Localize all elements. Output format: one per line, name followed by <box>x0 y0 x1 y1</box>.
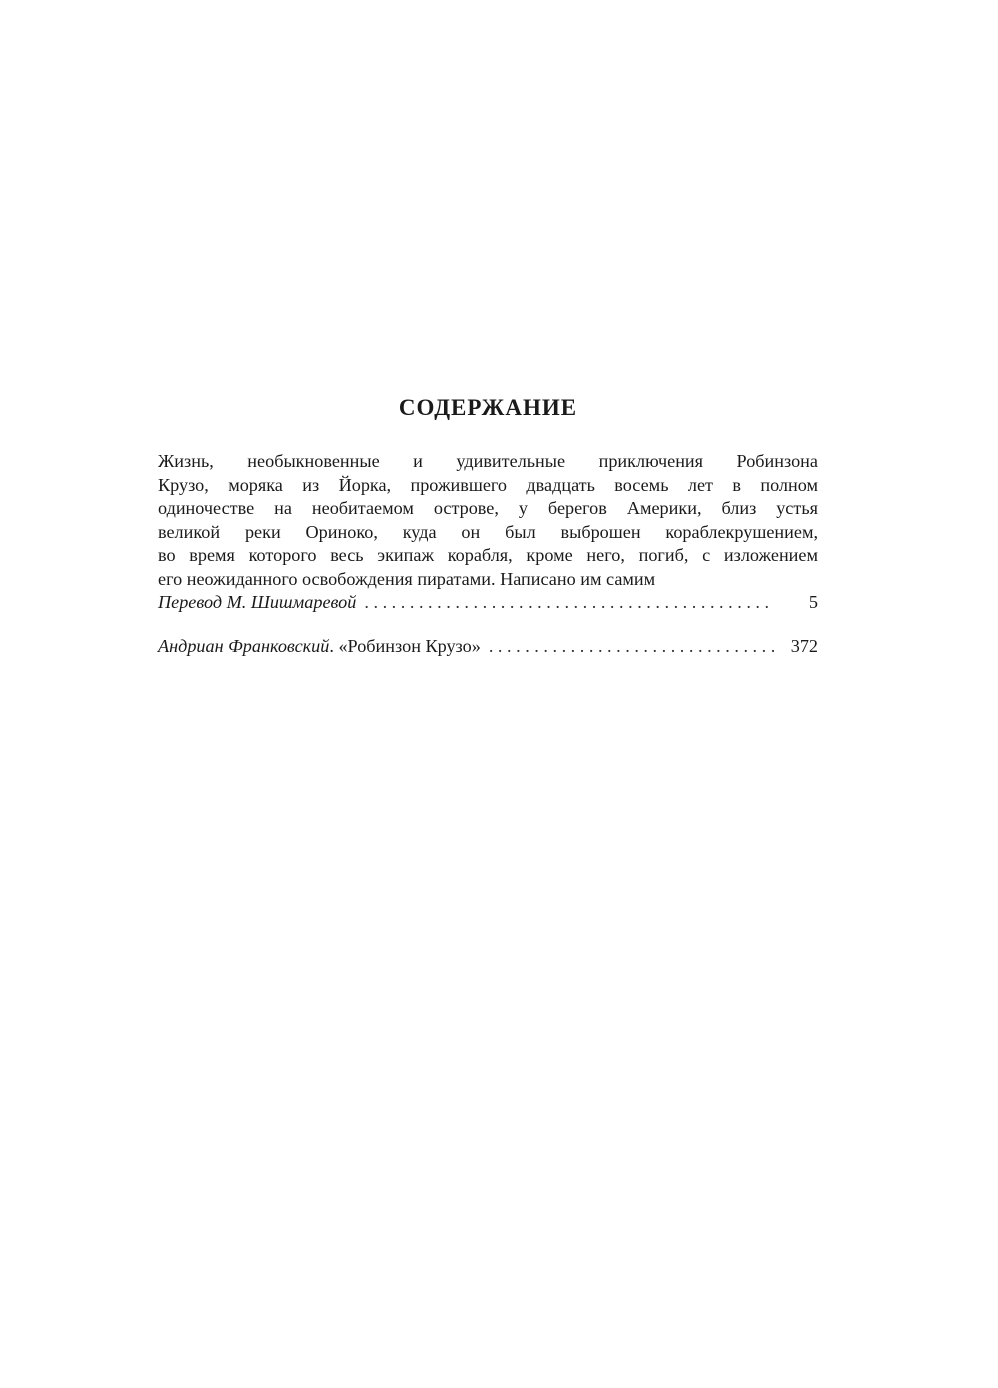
toc-entry[interactable] <box>158 635 818 659</box>
entry-leader-row <box>158 591 818 615</box>
author-name: Андриан Франковский <box>158 635 330 656</box>
description-line: его неожиданного освобождения пиратами. Написано им самим <box>158 568 656 589</box>
description-line: Жизнь, необыкновенные и удивительные приключения Робинзона <box>158 451 818 471</box>
description-line: одиночестве на необитаемом острове, у берегов Америки, близ устья <box>158 498 818 518</box>
description-line: во время которого весь экипаж корабля, кроме него, погиб, с изложением <box>158 545 818 565</box>
toc-entry[interactable] <box>158 450 818 615</box>
entry-title <box>158 635 481 659</box>
entry-description <box>158 450 818 591</box>
dot-leader <box>489 635 774 659</box>
description-line: Крузо, моряка из Йорка, прожившего двадцать восемь лет в полном <box>158 474 818 495</box>
dot-leader <box>364 591 774 615</box>
page-number: 5 <box>808 592 818 612</box>
description-line: великой реки Ориноко, куда он был выброшен кораблекрушением, <box>158 521 818 542</box>
table-of-contents <box>158 450 818 658</box>
essay-title: . «Робинзон Крузо» <box>329 635 481 656</box>
page-title: СОДЕРЖАНИЕ <box>398 395 578 420</box>
translator-label: Перевод М. Шишмаревой <box>158 592 357 612</box>
entry-leader-row <box>158 635 818 659</box>
page-number: 372 <box>790 635 818 656</box>
